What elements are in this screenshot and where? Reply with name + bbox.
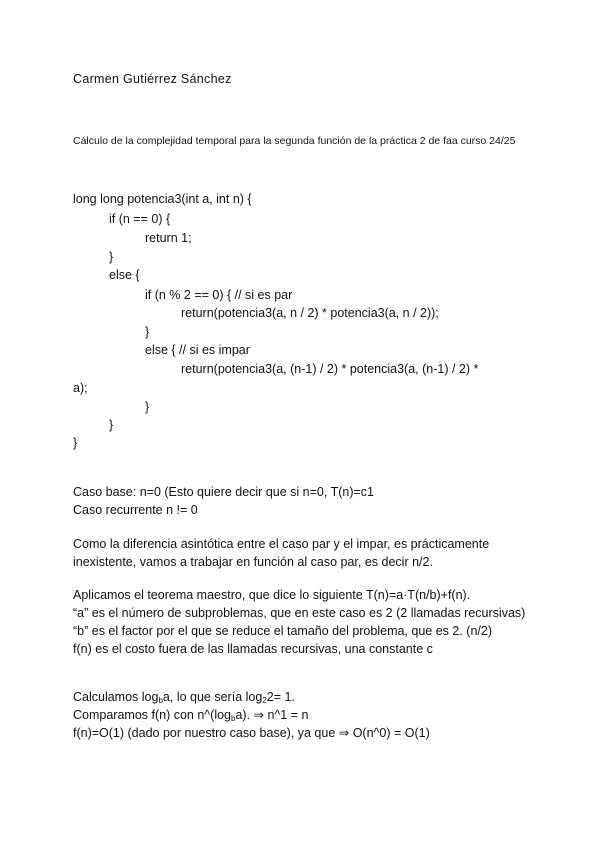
code-line: a); bbox=[73, 381, 88, 395]
calc-text: Calculamos log bbox=[73, 690, 159, 704]
calc-text: a, lo que sería log bbox=[162, 690, 263, 704]
code-line: long long potencia3(int a, int n) { bbox=[73, 192, 252, 206]
calc-text: 2= 1. bbox=[266, 690, 295, 704]
code-line: } bbox=[145, 400, 150, 414]
code-line: else { // si es impar bbox=[145, 343, 250, 357]
calc-line-result: f(n)=O(1) (dado por nuestro caso base), ya que ⇒ O(n^0) = O(1) bbox=[73, 726, 430, 740]
calc-subscript: 2 bbox=[262, 696, 267, 705]
code-line: } bbox=[109, 418, 114, 432]
code-line: } bbox=[109, 250, 114, 264]
code-line: return 1; bbox=[145, 231, 192, 245]
code-line: if (n % 2 == 0) { // si es par bbox=[145, 288, 293, 302]
calc-subscript: b bbox=[231, 714, 236, 723]
base-case: Caso base: n=0 (Esto quiere decir que si n=0, T(n)=c1 bbox=[73, 485, 374, 499]
param-a-explanation: “a” es el número de subproblemas, que en este caso es 2 (2 llamadas recursivas) bbox=[73, 606, 526, 620]
author-name: Carmen Gutiérrez Sánchez bbox=[73, 72, 232, 86]
calc-text: Comparamos f(n) con n^(log bbox=[73, 708, 232, 722]
code-line: return(potencia3(a, n / 2) * potencia3(a, n / 2)); bbox=[181, 306, 439, 320]
code-line: if (n == 0) { bbox=[109, 212, 171, 226]
document-subtitle: Cálculo de la complejidad temporal para la segunda función de la práctica 2 de faa curso 24/25 bbox=[73, 135, 516, 147]
code-line: else { bbox=[109, 268, 140, 282]
fn-explanation: f(n) es el costo fuera de las llamadas recursivas, una constante c bbox=[73, 642, 433, 656]
calculation-section bbox=[73, 688, 430, 742]
code-line: } bbox=[73, 436, 78, 450]
calc-line-log bbox=[73, 688, 430, 706]
recursive-case: Caso recurrente n != 0 bbox=[73, 503, 198, 517]
master-theorem-section bbox=[73, 586, 533, 658]
calc-line-compare bbox=[73, 706, 430, 724]
code-line: return(potencia3(a, (n-1) / 2) * potencia3(a, (n-1) / 2) * bbox=[181, 362, 479, 376]
cases-section bbox=[73, 483, 533, 519]
master-theorem-statement: Aplicamos el teorema maestro, que dice lo siguiente T(n)=a·T(n/b)+f(n). bbox=[73, 588, 471, 602]
calc-subscript: b bbox=[158, 696, 163, 705]
calc-text: a). ⇒ n^1 = n bbox=[235, 708, 309, 722]
code-line: } bbox=[145, 325, 150, 339]
param-b-explanation: “b” es el factor por el que se reduce el tamaño del problema, que es 2. (n/2) bbox=[73, 624, 492, 638]
asymptotic-note: Como la diferencia asintótica entre el caso par y el impar, es prácticamente inexistente, vamos a trabajar en función al caso par, es decir n/2. bbox=[73, 537, 490, 569]
